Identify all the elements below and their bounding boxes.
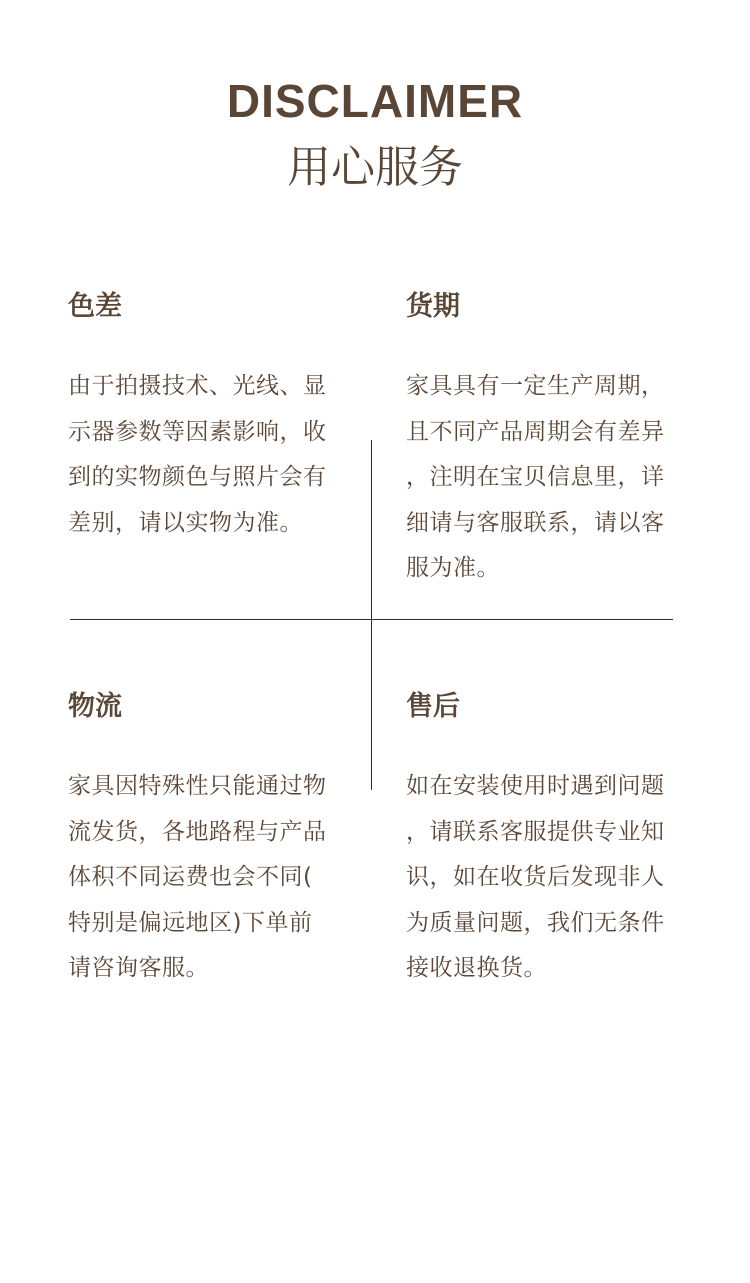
section-logistics [68, 690, 348, 992]
section-color-difference [68, 290, 348, 546]
section-delivery-time [406, 290, 686, 592]
page-title-en: DISCLAIMER [226, 75, 524, 127]
section-body: 由于拍摄技术、光线、显 示器参数等因素影响，收 到的实物颜色与照片会有 差别，请以实物为准。 [68, 373, 327, 536]
section-body: 家具具有一定生产周期， 且不同产品周期会有差异 ，注明在宝贝信息里，详 细请与客服联系，请以客 服为准。 [406, 373, 665, 581]
horizontal-divider [70, 619, 673, 620]
section-body: 家具因特殊性只能通过物 流发货，各地路程与产品 体积不同运费也会不同( 特别是偏远地区)下单前 请咨询客服。 [68, 773, 327, 981]
section-after-sales [406, 690, 686, 992]
vertical-divider [371, 440, 372, 790]
section-heading: 货期 [406, 291, 460, 322]
section-heading: 售后 [406, 691, 460, 722]
section-heading: 色差 [68, 291, 122, 322]
section-body: 如在安装使用时遇到问题 ，请联系客服提供专业知 识，如在收货后发现非人 为质量问题，我们无条件 接收退换货。 [406, 773, 665, 981]
section-heading: 物流 [68, 691, 122, 722]
page-title-cn: 用心服务 [287, 142, 463, 193]
